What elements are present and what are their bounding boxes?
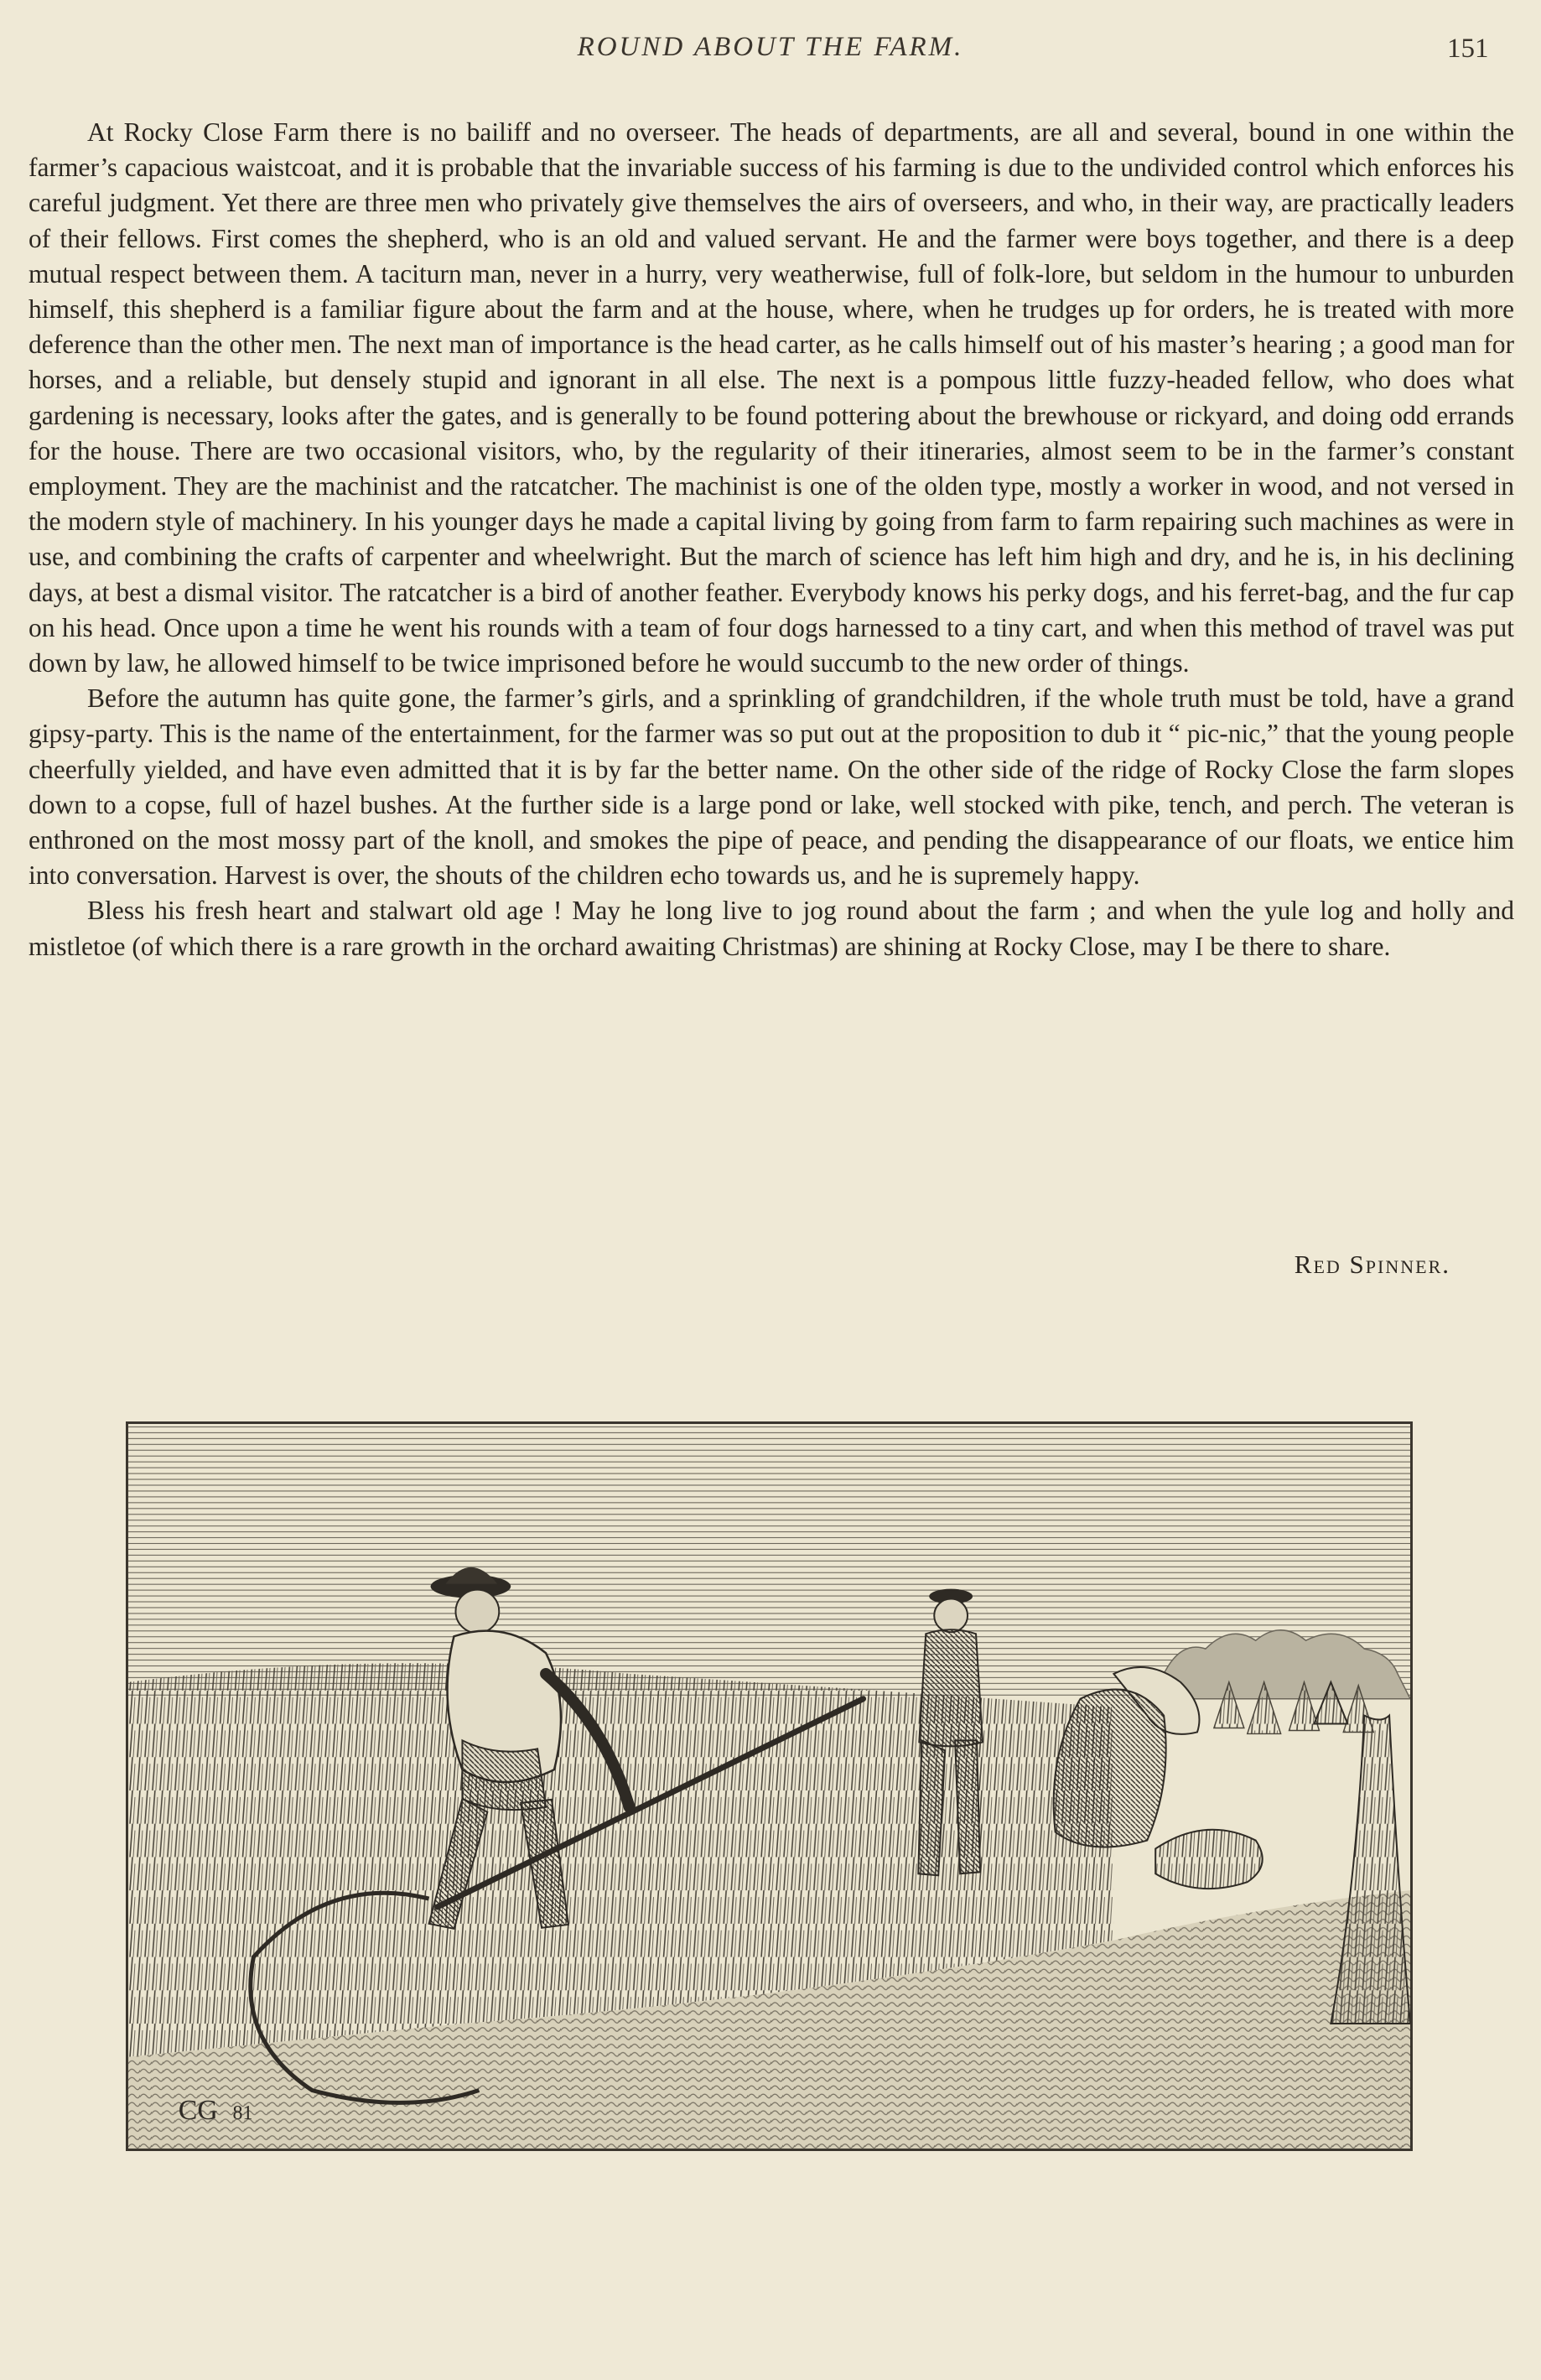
paragraph: At Rocky Close Farm there is no bailiff and no overseer. The heads of departments, are all and several, bound in one within the farmer’s capacious waistcoat, and it is probable that the invariable success of his farming is due to the undivided control which enforces his careful judgment. Yet there are three men who privately give themselves the airs of overseers, and who, in their way, are practically leaders of their fellows. First comes the shepherd, who is an old and valued servant. He and the farmer were boys together, and there is a deep mutual respect between them. A taciturn man, never in a hurry, very weatherwise, full of folk-lore, but seldom in the humour to unburden himself, this shepherd is a familiar figure about the farm and at the house, where, when he trudges up for orders, he is treated with more deference than the other men. The next man of importance is the head carter, as he calls himself out of his master’s hearing ; a good man for horses, and a reliable, but densely stupid and ignorant in all else. The next is a pompous little fuzzy-headed fellow, who does what gardening is necessary, looks after the gates, and is generally to be found pottering about the brewhouse or rickyard, and doing odd errands for the house. There are two occasional visitors, who, by the regularity of their itineraries, almost seem to be in the farmer’s constant employment. They are the machinist and the ratcatcher. The machinist is one of the olden type, mostly a worker in wood, and not versed in the modern style of machinery. In his younger days he made a capital living by going from farm to farm repairing such machines as were in use, and combining the crafts of carpenter and wheelwright. But the march of science has left him high and dry, and he is, in his declining days, at best a dismal visitor. The ratcatcher is a bird of another feather. Everybody knows his perky dogs, and his ferret-bag, and the fur cap on his head. Once upon a time he went his rounds with a team of four dogs harnessed to a tiny cart, and when this method of travel was put down by law, he allowed himself to be twice imprisoned before he would succumb to the new order of things. xyxy=(29,117,1514,678)
page-header xyxy=(0,32,1541,74)
running-title: ROUND ABOUT THE FARM. xyxy=(577,32,964,62)
author-signature: Red Spinner. xyxy=(1294,1250,1450,1279)
harvest-engraving xyxy=(126,1421,1413,2151)
engraving-illustration xyxy=(128,1424,1410,2149)
paragraph: Bless his fresh heart and stalwart old age ! May he long live to jog round about the farm ; and when the yule log and holly and mistletoe (of which there is a rare growth in the orchard awaiting Christmas) are shining at Rocky Close, may I be there to share. xyxy=(29,896,1514,961)
page-number: 151 xyxy=(1447,34,1489,64)
year-mark: 81 xyxy=(232,2102,253,2125)
article-body xyxy=(29,115,1514,964)
paragraph: Before the autumn has quite gone, the farmer’s girls, and a sprinkling of grandchildren, if the whole truth must be told, have a grand gipsy-party. This is the name of the entertainment, for the farmer was so put out at the proposition to dub it “ pic-nic,” that the young people cheerfully yielded, and have even admitted that it is by far the better name. On the other side of the ridge of Rocky Close the farm slopes down to a copse, full of hazel bushes. At the further side is a large pond or lake, well stocked with pike, tench, and perch. The veteran is enthroned on the most mossy part of the knoll, and smokes the pipe of peace, and pending the disappearance of our floats, we entice him into conversation. Harvest is over, the shouts of the children echo towards us, and he is supremely happy. xyxy=(29,683,1514,891)
artist-monogram: CG xyxy=(178,2095,218,2127)
